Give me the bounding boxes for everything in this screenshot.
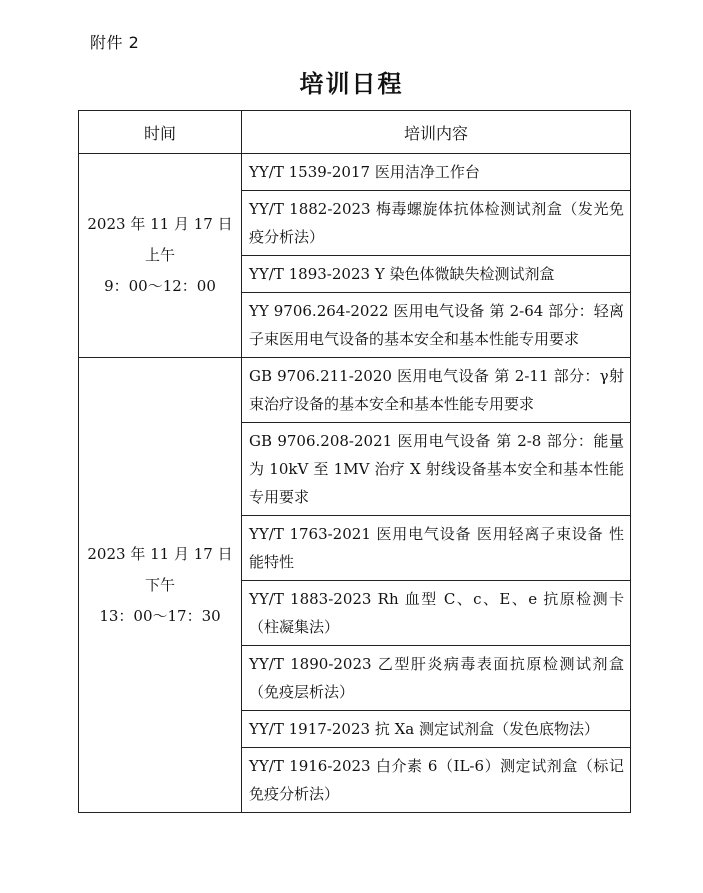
course-item: YY/T 1539-2017 医用洁净工作台 xyxy=(242,154,631,191)
course-item: YY/T 1916-2023 白介素 6（IL-6）测定试剂盒（标记免疫分析法） xyxy=(242,748,631,813)
column-header-content: 培训内容 xyxy=(242,111,631,154)
course-item: GB 9706.211-2020 医用电气设备 第 2-11 部分：γ射束治疗设备的基本安全和基本性能专用要求 xyxy=(242,358,631,423)
table-row xyxy=(79,358,631,423)
course-item: YY/T 1893-2023 Y 染色体微缺失检测试剂盒 xyxy=(242,256,631,293)
session-period: 上午 xyxy=(144,246,175,264)
session-date: 2023 年 11 月 17 日 xyxy=(87,215,233,233)
course-item: GB 9706.208-2021 医用电气设备 第 2-8 部分：能量为 10kV 至 1MV 治疗 X 射线设备基本安全和基本性能专用要求 xyxy=(242,423,631,516)
course-item: YY/T 1763-2021 医用电气设备 医用轻离子束设备 性能特性 xyxy=(242,516,631,581)
session-hours: 13：00～17：30 xyxy=(99,606,221,625)
session-hours: 9：00～12：00 xyxy=(104,277,216,295)
attachment-label: 附件 2 xyxy=(90,33,140,52)
course-item: YY/T 1890-2023 乙型肝炎病毒表面抗原检测试剂盒（免疫层析法） xyxy=(242,646,631,711)
table-row xyxy=(79,154,631,191)
table-header-row xyxy=(79,111,631,154)
session-time-morning xyxy=(79,154,242,358)
session-date: 2023 年 11 月 17 日 xyxy=(87,544,233,563)
session-period: 下午 xyxy=(144,575,175,594)
schedule-table xyxy=(78,110,631,813)
page-title: 培训日程 xyxy=(299,70,404,98)
course-item: YY 9706.264-2022 医用电气设备 第 2-64 部分：轻离子束医用电气设备的基本安全和基本性能专用要求 xyxy=(242,293,631,358)
column-header-time: 时间 xyxy=(79,111,242,154)
course-item: YY/T 1882-2023 梅毒螺旋体抗体检测试剂盒（发光免疫分析法） xyxy=(242,191,631,256)
course-item: YY/T 1917-2023 抗 Xa 测定试剂盒（发色底物法） xyxy=(242,711,631,748)
session-time-afternoon xyxy=(79,358,242,813)
course-item: YY/T 1883-2023 Rh 血型 C、c、E、e 抗原检测卡（柱凝集法） xyxy=(242,581,631,646)
